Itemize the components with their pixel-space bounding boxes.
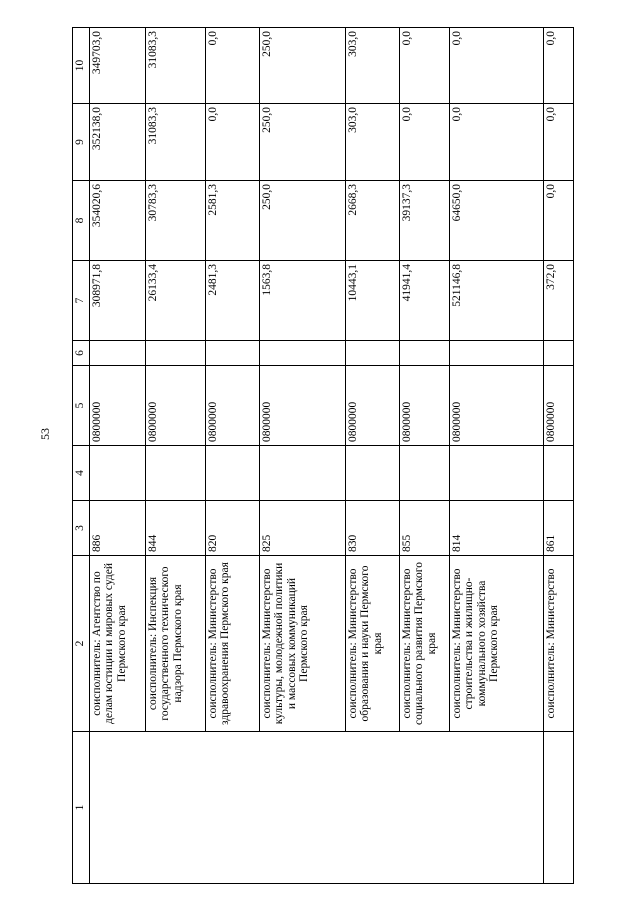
header-col-6: 6 [73, 341, 90, 366]
program-code: 0800000 [206, 366, 260, 446]
empty-cell [450, 341, 544, 366]
page-number: 53 [38, 428, 52, 440]
value-cell: 2481,3 [206, 261, 260, 341]
value-cell: 0,0 [544, 28, 574, 104]
empty-cell [260, 446, 346, 501]
value-cell: 521146,8 [450, 261, 544, 341]
value-cell: 64650,0 [450, 181, 544, 261]
empty-cell [346, 446, 400, 501]
value-cell: 31083,3 [146, 28, 206, 104]
value-cell: 2581,3 [206, 181, 260, 261]
value-cell: 250,0 [260, 28, 346, 104]
executor-name: соисполнитель: Инспекция государственного технического надзора Пермского края [146, 556, 206, 732]
value-cell: 41941,4 [400, 261, 450, 341]
table-row [90, 28, 146, 884]
header-col-8: 8 [73, 181, 90, 261]
program-code: 0800000 [450, 366, 544, 446]
executor-name: соисполнитель: Министерство здравоохранения Пермского края [206, 556, 260, 732]
value-cell: 349703,0 [90, 28, 146, 104]
header-col-3: 3 [73, 501, 90, 556]
code-cell: 825 [260, 501, 346, 556]
value-cell: 0,0 [206, 104, 260, 181]
empty-cell [146, 341, 206, 366]
empty-cell [90, 446, 146, 501]
empty-cell [450, 446, 544, 501]
executor-name: соисполнитель: Министерство образования и науки Пермского края [346, 556, 400, 732]
code-cell: 855 [400, 501, 450, 556]
code-cell: 814 [450, 501, 544, 556]
empty-cell [260, 341, 346, 366]
executor-name: соисполнитель: Министерство культуры, молодежной политики и массовых коммуникаций Пермского края [260, 556, 346, 732]
value-cell: 303,0 [346, 28, 400, 104]
budget-table-wrapper [72, 28, 572, 884]
value-cell: 10443,1 [346, 261, 400, 341]
code-cell: 820 [206, 501, 260, 556]
empty-cell [206, 341, 260, 366]
col1-cell [544, 732, 574, 884]
value-cell: 303,0 [346, 104, 400, 181]
empty-cell [90, 341, 146, 366]
value-cell: 26133,4 [146, 261, 206, 341]
value-cell: 0,0 [450, 28, 544, 104]
empty-cell [346, 341, 400, 366]
value-cell: 0,0 [400, 28, 450, 104]
program-code: 0800000 [400, 366, 450, 446]
executor-name: соисполнитель: Агентство по делам юстиции и мировых судей Пермского края [90, 556, 146, 732]
program-code: 0800000 [346, 366, 400, 446]
code-cell: 844 [146, 501, 206, 556]
value-cell: 1563,8 [260, 261, 346, 341]
code-cell: 830 [346, 501, 400, 556]
code-cell: 886 [90, 501, 146, 556]
program-code: 0800000 [146, 366, 206, 446]
executor-name: соисполнитель: Министерство социального развития Пермского края [400, 556, 450, 732]
value-cell: 0,0 [544, 104, 574, 181]
table-row [544, 28, 574, 884]
value-cell: 2668,3 [346, 181, 400, 261]
value-cell: 39137,3 [400, 181, 450, 261]
header-col-5: 5 [73, 366, 90, 446]
header-col-10: 10 [73, 28, 90, 104]
header-col-9: 9 [73, 104, 90, 181]
value-cell: 250,0 [260, 104, 346, 181]
value-cell: 0,0 [206, 28, 260, 104]
header-col-7: 7 [73, 261, 90, 341]
program-code: 0800000 [90, 366, 146, 446]
value-cell: 308971,8 [90, 261, 146, 341]
budget-table [72, 27, 574, 884]
program-code: 0800000 [260, 366, 346, 446]
value-cell: 354020,6 [90, 181, 146, 261]
value-cell: 250,0 [260, 181, 346, 261]
value-cell: 0,0 [450, 104, 544, 181]
value-cell: 0,0 [544, 181, 574, 261]
value-cell: 352138,0 [90, 104, 146, 181]
empty-cell [206, 446, 260, 501]
empty-cell [400, 341, 450, 366]
executor-name: соисполнитель: Министерство строительства и жилищно-коммунального хозяйства Пермского края [450, 556, 544, 732]
value-cell: 372,0 [544, 261, 574, 341]
header-row [73, 28, 90, 884]
empty-cell [146, 446, 206, 501]
empty-cell [400, 446, 450, 501]
header-col-4: 4 [73, 446, 90, 501]
program-code: 0800000 [544, 366, 574, 446]
header-col-1: 1 [73, 732, 90, 884]
code-cell: 861 [544, 501, 574, 556]
header-col-2: 2 [73, 556, 90, 732]
empty-cell [544, 341, 574, 366]
value-cell: 0,0 [400, 104, 450, 181]
value-cell: 31083,3 [146, 104, 206, 181]
col1-merged-cell [90, 732, 544, 884]
empty-cell [544, 446, 574, 501]
value-cell: 30783,3 [146, 181, 206, 261]
executor-name: соисполнитель: Министерство [544, 556, 574, 732]
